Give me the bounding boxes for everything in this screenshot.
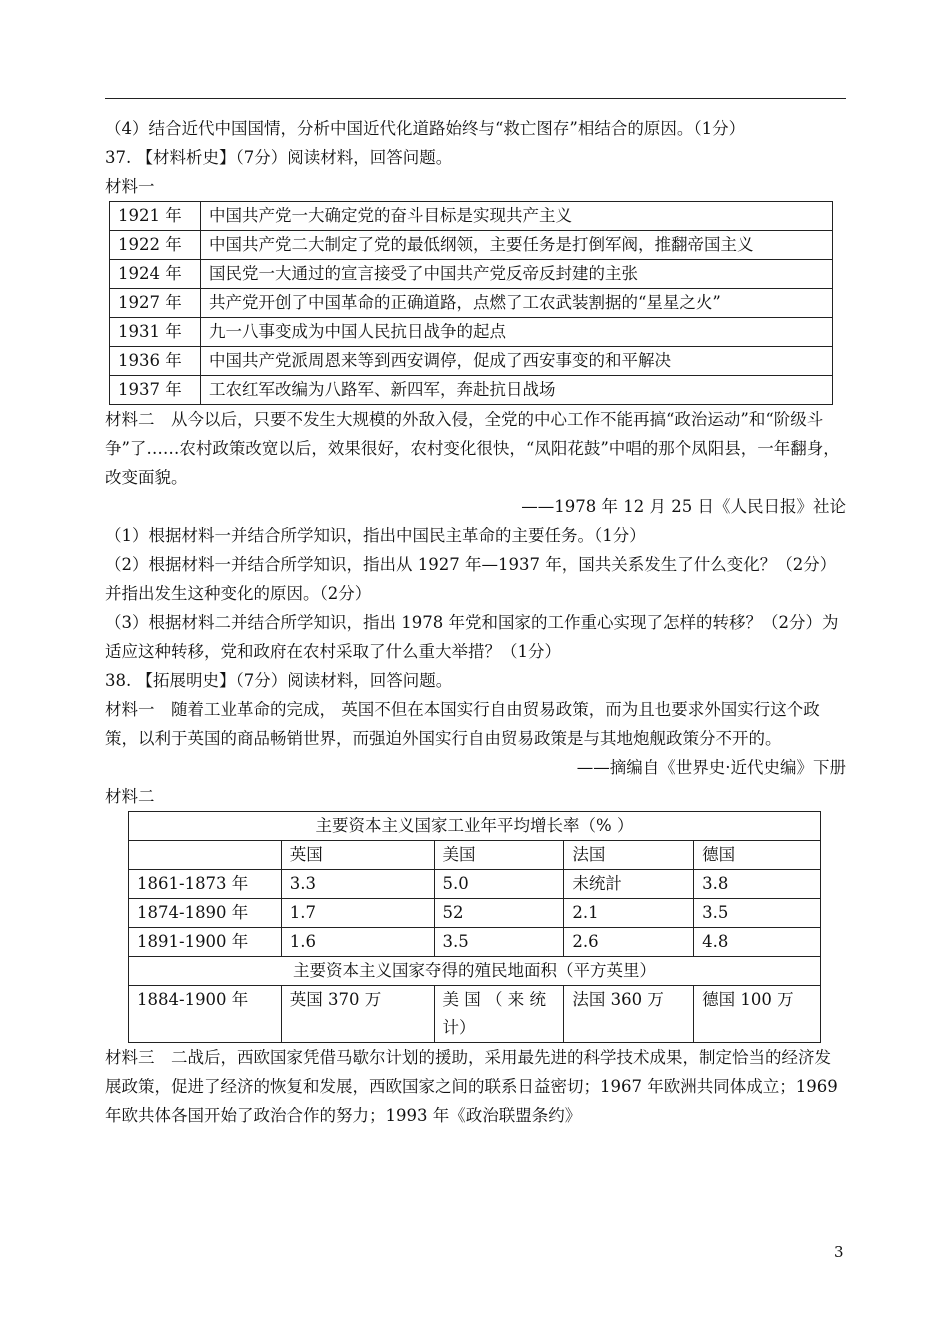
material-2-text: 材料二 从今以后，只要不发生大规模的外敌入侵，全党的中心工作不能再搞“政治运动”和“阶级斗争”了……农村政策改宽以后，效果很好，农村变化很快，“凤阳花鼓”中唱的那个凤阳县，一年翻身，改变面貌。 <box>105 410 840 487</box>
timeline-table <box>109 201 833 405</box>
table-row: 1927 年 共产党开创了中国革命的正确道路，点燃了工农武装割据的“星星之火” <box>110 289 833 318</box>
material-2-source: ——1978 年 12 月 25 日《人民日报》社论 <box>521 497 846 516</box>
table-row: 1936 年 中国共产党派周恩来等到西安调停，促成了西安事变的和平解决 <box>110 347 833 376</box>
page-content <box>105 114 846 1130</box>
material-2-label: 材料二 <box>105 787 155 806</box>
colony-title: 主要资本主义国家夺得的殖民地面积（平方英里） <box>129 957 821 986</box>
page-number: 3 <box>834 1243 844 1261</box>
table-row: 1931 年 九一八事变成为中国人民抗日战争的起点 <box>110 318 833 347</box>
question-37-2: （2）根据材料一并结合所学知识，指出从 1927 年—1937 年，国共关系发生了什么变化？（2分）并指出发生这种变化的原因。（2分） <box>105 555 837 603</box>
table-row <box>129 957 821 986</box>
industry-growth-table <box>128 811 821 1043</box>
table-row: 1891-1900 年 1.6 3.5 2.6 4.8 <box>129 928 821 957</box>
material-1-label: 材料一 <box>105 177 155 196</box>
table-row: 1861-1873 年 3.3 5.0 未统計 3.8 <box>129 870 821 899</box>
material-1-source: ——摘编自《世界史·近代史编》下册 <box>576 758 846 777</box>
growth-title: 主要资本主义国家工业年平均增长率（% ） <box>129 812 821 841</box>
question-37-heading: 37. 【材料析史】（7分）阅读材料，回答问题。 <box>105 148 453 167</box>
question-36-4: （4）结合近代中国国情，分析中国近代化道路始终与“救亡图存”相结合的原因。（1分） <box>105 119 746 138</box>
table-row: 1924 年 国民党一大通过的宣言接受了中国共产党反帝反封建的主张 <box>110 260 833 289</box>
table-row: 1922 年 中国共产党二大制定了党的最低纲领，主要任务是打倒军阀，推翻帝国主义 <box>110 231 833 260</box>
material-1-text: 材料一 随着工业革命的完成， 英国不但在本国实行自由贸易政策，而为且也要求外国实行这个政策，以利于英国的商品畅销世界，而强迫外国实行自由贸易政策是与其地炮舰政策分不开的。 <box>105 700 820 748</box>
question-37-3: （3）根据材料二并结合所学知识，指出 1978 年党和国家的工作重心实现了怎样的转移？（2分）为适应这种转移，党和政府在农村采取了什么重大举措？（1分） <box>105 613 839 661</box>
table-row: 1937 年 工农红军改编为八路军、新四军，奔赴抗日战场 <box>110 376 833 405</box>
header-rule <box>105 98 846 99</box>
question-37-1: （1）根据材料一并结合所学知识，指出中国民主革命的主要任务。（1分） <box>105 526 646 545</box>
table-row: 1884-1900 年 英国 370 万 美 国 （ 来 统 计） 法国 360 万 德国 100 万 <box>129 986 821 1043</box>
table-row: 1921 年 中国共产党一大确定党的奋斗目标是实现共产主义 <box>110 202 833 231</box>
table-row <box>129 812 821 841</box>
question-38-heading: 38. 【拓展明史】（7分）阅读材料，回答问题。 <box>105 671 453 690</box>
table-row: 1874-1890 年 1.7 52 2.1 3.5 <box>129 899 821 928</box>
material-3-text: 材料三 二战后，西欧国家凭借马歇尔计划的援助，采用最先进的科学技术成果，制定恰当的经济发展政策，促进了经济的恢复和发展，西欧国家之间的联系日益密切；1967 年欧洲共同体成立；1969 年欧共体各国开始了政治合作的努力；1993 年《政治联盟条约》 <box>105 1048 838 1125</box>
table-row: 英国 美国 法国 德国 <box>129 841 821 870</box>
